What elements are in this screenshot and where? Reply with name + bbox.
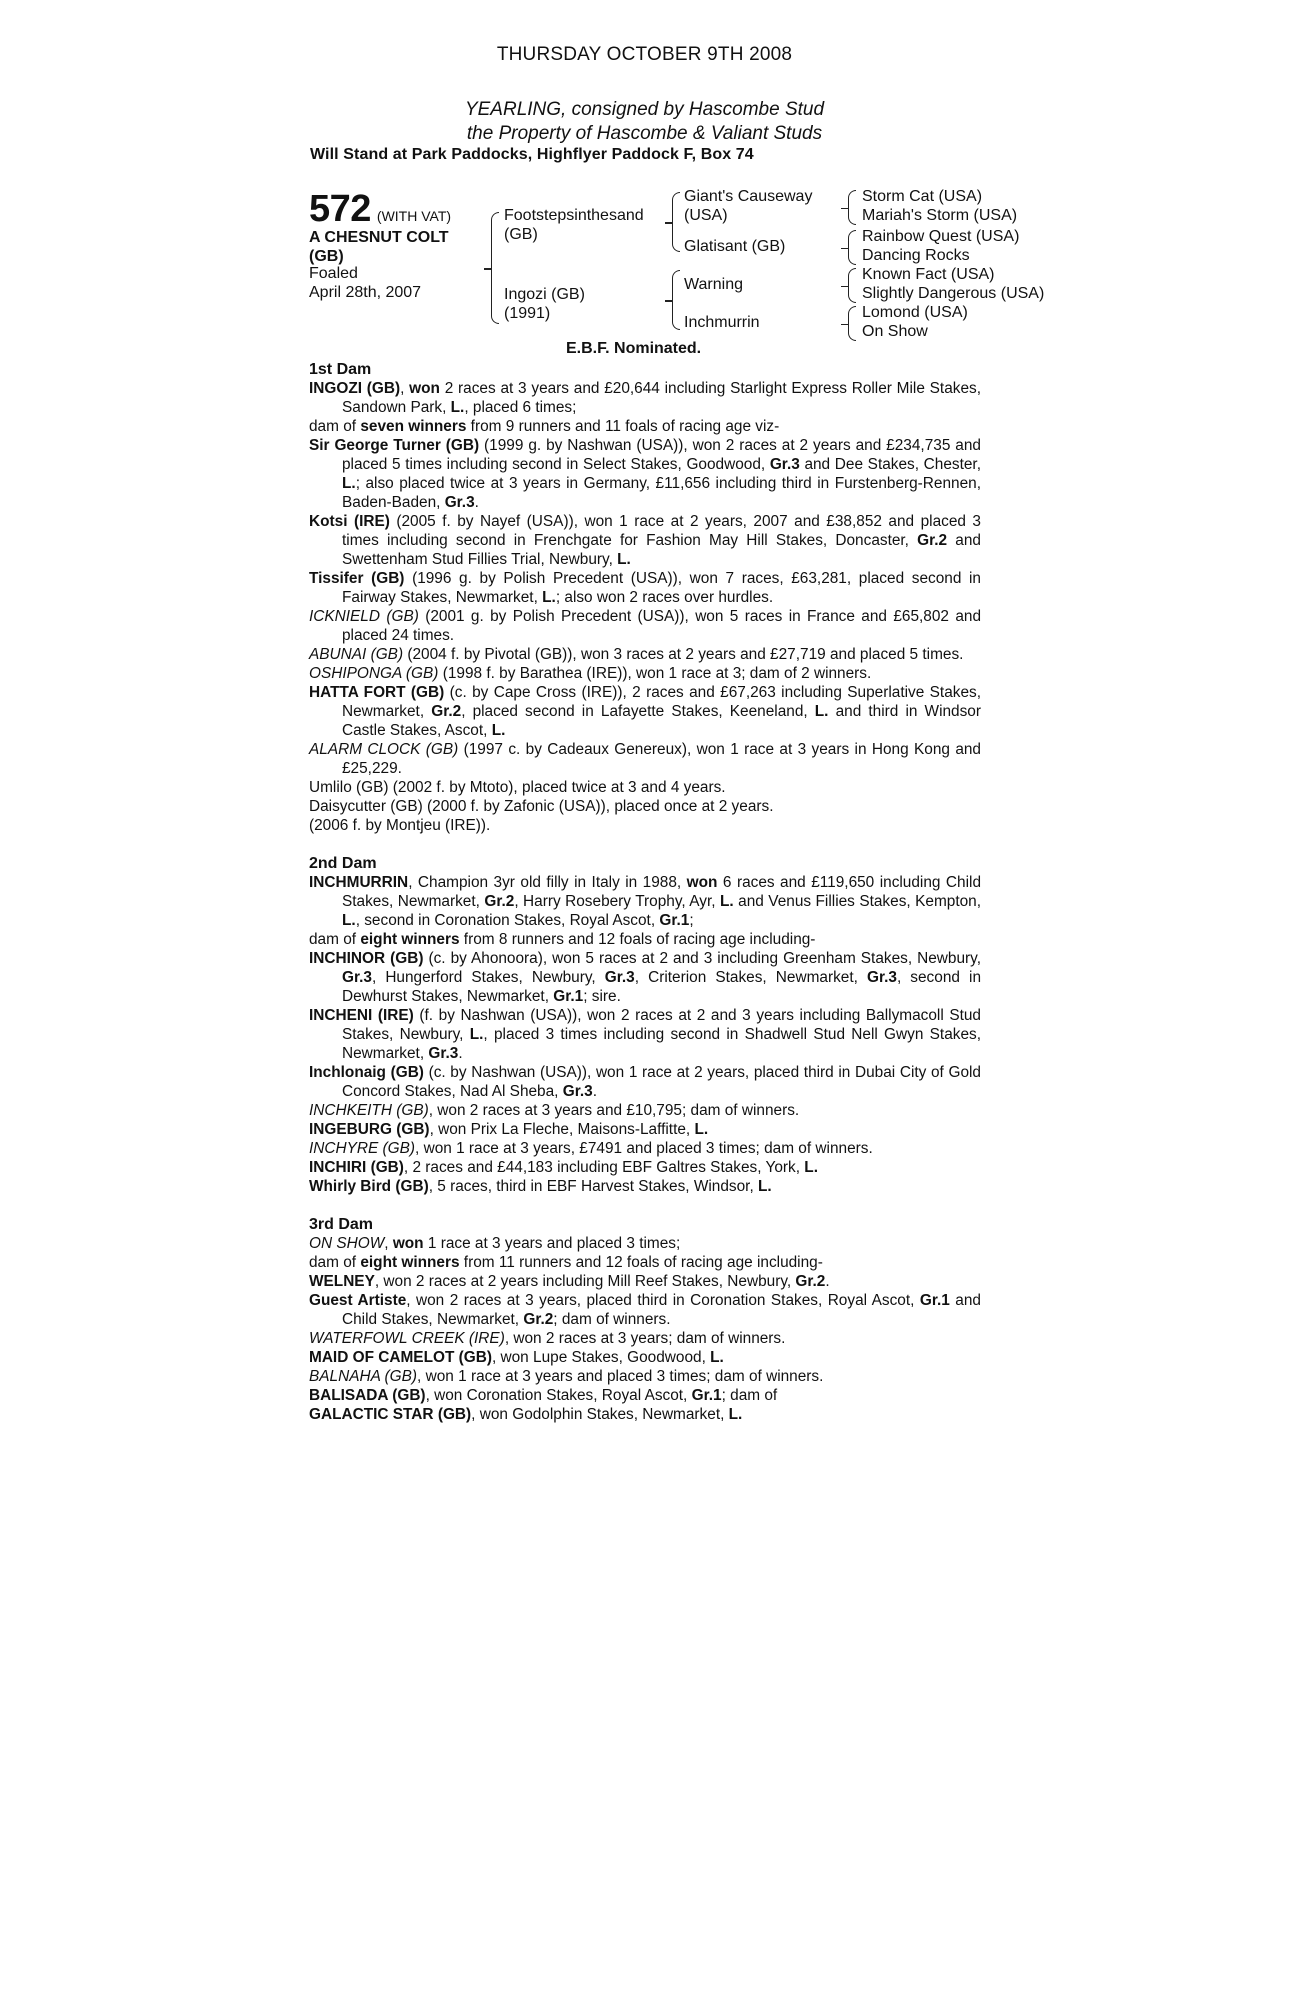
produce-entry bbox=[309, 1063, 981, 1101]
text-run: , placed 3 times including second in Shadwell Stud Nell Gwyn Stakes, Newmarket, bbox=[342, 1026, 981, 1062]
bold-text: Gr.1 bbox=[691, 1387, 722, 1404]
consignor-block bbox=[0, 98, 1289, 146]
text-run: , 2 races and £44,183 including EBF Galtres Stakes, York, bbox=[403, 1159, 805, 1176]
pedigree-ggd-3: Slightly Dangerous (USA) bbox=[862, 285, 1045, 302]
dam-produce-intro bbox=[309, 930, 981, 949]
text-run: and Venus Fillies Stakes, Kempton, bbox=[733, 893, 982, 910]
text-run: ; bbox=[689, 912, 694, 929]
dam-produce-intro bbox=[309, 1253, 981, 1272]
italic-text: WATERFOWL CREEK (IRE) bbox=[309, 1330, 505, 1347]
produce-entry bbox=[309, 1329, 981, 1348]
bold-text: won bbox=[409, 380, 440, 397]
text-run: (1997 c. by Cadeaux Genereux), won 1 race at 3 years in Hong Kong and £25,229. bbox=[342, 741, 981, 777]
sale-date: THURSDAY OCTOBER 9TH 2008 bbox=[496, 44, 793, 65]
bold-text: Gr.2 bbox=[795, 1273, 826, 1290]
produce-entry bbox=[309, 1006, 981, 1063]
bold-text: INCHMURRIN bbox=[309, 874, 409, 891]
italic-text: ALARM CLOCK (GB) bbox=[309, 741, 459, 758]
text-run: ; also placed twice at 3 years in Germany, £11,656 including third in Furstenberg-Rennen, Baden-Baden, bbox=[342, 475, 981, 511]
text-run: , 5 races, third in EBF Harvest Stakes, Windsor, bbox=[428, 1178, 759, 1195]
lot-description-line-2: (GB) bbox=[309, 248, 344, 265]
bold-text: MAID OF CAMELOT (GB) bbox=[309, 1349, 492, 1366]
text-run: . bbox=[825, 1273, 830, 1290]
section-heading: 3rd Dam bbox=[309, 1216, 374, 1233]
text-run: from 8 runners and 12 foals of racing age including- bbox=[459, 931, 816, 948]
dam-year: (1991) bbox=[504, 305, 551, 322]
pedigree-ggs-1: Storm Cat (USA) bbox=[862, 188, 983, 205]
text-run: 6 races and £119,650 including Child Stakes, Newmarket, bbox=[342, 874, 981, 910]
dam-name: Ingozi (GB) bbox=[504, 286, 585, 303]
produce-entry bbox=[309, 1158, 981, 1177]
text-run: , won 2 races at 3 years; dam of winners. bbox=[504, 1330, 786, 1347]
lot-description bbox=[309, 228, 484, 266]
pedigree-brace-main bbox=[491, 212, 499, 324]
italic-text: BALNAHA (GB) bbox=[309, 1368, 418, 1385]
text-run: , Champion 3yr old filly in Italy in 1988, bbox=[408, 874, 687, 891]
bold-text: L. bbox=[758, 1178, 772, 1195]
bold-text: Gr.2 bbox=[431, 703, 462, 720]
produce-entry bbox=[309, 1120, 981, 1139]
text-run: , won Lupe Stakes, Goodwood, bbox=[491, 1349, 711, 1366]
pedigree-brace-sire bbox=[672, 192, 680, 252]
text-run: (f. by Nashwan (USA)), won 2 races at 2 and 3 years including Ballymacoll Stud Stakes, Newbury, bbox=[342, 1007, 981, 1043]
bold-text: BALISADA (GB) bbox=[309, 1387, 426, 1404]
foaled-block bbox=[309, 264, 421, 302]
bold-text: L. bbox=[491, 722, 506, 739]
consignor-line-1: YEARLING, consigned by Hascombe Stud bbox=[464, 99, 825, 120]
bold-text: L. bbox=[719, 893, 734, 910]
produce-list bbox=[309, 436, 981, 835]
bold-text: L. bbox=[469, 1026, 484, 1043]
text-run: , Criterion Stakes, Newmarket, bbox=[634, 969, 867, 986]
bold-text: Gr.2 bbox=[484, 893, 515, 910]
text-run: , won 1 race at 3 years and placed 3 times; dam of winners. bbox=[417, 1368, 824, 1385]
bold-text: Gr.3 bbox=[342, 969, 372, 986]
text-run: (c. by Ahonoora), won 5 races at 2 and 3 including Greenham Stakes, Newbury, bbox=[423, 950, 981, 967]
bold-text: Gr.3 bbox=[769, 456, 800, 473]
text-run: , second in Coronation Stakes, Royal Ascot, bbox=[355, 912, 660, 929]
bold-text: GALACTIC STAR (GB) bbox=[309, 1406, 472, 1423]
text-run: dam of bbox=[309, 931, 361, 948]
bold-text: Gr.3 bbox=[428, 1045, 459, 1062]
produce-entry bbox=[309, 645, 981, 664]
bold-text: L. bbox=[728, 1406, 743, 1423]
catalogue-body bbox=[309, 360, 981, 1424]
pedigree-ggs-4: Lomond (USA) bbox=[862, 304, 968, 321]
produce-entry bbox=[309, 949, 981, 1006]
sire-origin: (GB) bbox=[504, 226, 538, 243]
pedigree-brace-ds bbox=[848, 268, 856, 303]
bold-text: INCHENI (IRE) bbox=[309, 1007, 414, 1024]
produce-entry bbox=[309, 436, 981, 512]
third-dam-section bbox=[309, 1215, 981, 1424]
text-run: (1998 f. by Barathea (IRE)), won 1 race at 3; dam of 2 winners. bbox=[438, 665, 872, 682]
text-run: , won 2 races at 3 years, placed third in Coronation Stakes, Royal Ascot, bbox=[406, 1292, 920, 1309]
text-run: ; dam of winners. bbox=[553, 1311, 671, 1328]
pedigree-ggs-3: Known Fact (USA) bbox=[862, 266, 995, 283]
produce-entry bbox=[309, 683, 981, 740]
text-run: Daisycutter (GB) (2000 f. by Zafonic (USA)), placed once at 2 years. bbox=[309, 798, 774, 815]
produce-entry bbox=[309, 740, 981, 778]
stand-location: Will Stand at Park Paddocks, Highflyer Paddock F, Box 74 bbox=[310, 146, 754, 163]
text-run: , won 1 race at 3 years, £7491 and placed 3 times; dam of winners. bbox=[415, 1140, 873, 1157]
text-run: and Child Stakes, Newmarket, bbox=[342, 1292, 981, 1328]
section-heading: 2nd Dam bbox=[309, 855, 377, 872]
pedigree-brace-dd bbox=[848, 306, 856, 341]
text-run: , won 2 races at 2 years including Mill Reef Stakes, Newbury, bbox=[374, 1273, 796, 1290]
text-run: and third in Windsor Castle Stakes, Ascot, bbox=[342, 703, 981, 739]
produce-entry bbox=[309, 607, 981, 645]
produce-entry bbox=[309, 664, 981, 683]
text-run: , bbox=[384, 1235, 393, 1252]
foaled-label: Foaled bbox=[309, 265, 358, 282]
bold-text: INGOZI (GB) bbox=[309, 380, 401, 397]
pedigree-brace-sd bbox=[848, 230, 856, 265]
pedigree-sire bbox=[504, 206, 644, 244]
bold-text: HATTA FORT (GB) bbox=[309, 684, 445, 701]
bold-text: won bbox=[686, 874, 718, 891]
sire-sire-name: Giant's Causeway bbox=[684, 188, 813, 205]
text-run: (2001 g. by Polish Precedent (USA)), won 5 races in France and £65,802 and placed 24 times. bbox=[342, 608, 982, 644]
italic-text: ABUNAI (GB) bbox=[309, 646, 404, 663]
text-run: , second in Dewhurst Stakes, Newmarket, bbox=[342, 969, 982, 1005]
text-run: ; sire. bbox=[583, 988, 621, 1005]
produce-entry bbox=[309, 1367, 981, 1386]
text-run: from 9 runners and 11 foals of racing age viz- bbox=[466, 418, 780, 435]
italic-text: OSHIPONGA (GB) bbox=[309, 665, 439, 682]
text-run: (c. by Nashwan (USA)), won 1 race at 2 years, placed third in Dubai City of Gold Concord Stakes, Nad Al Sheba, bbox=[342, 1064, 981, 1100]
sire-name: Footstepsinthesand bbox=[504, 207, 644, 224]
text-run: Umlilo (GB) (2002 f. by Mtoto), placed twice at 3 and 4 years. bbox=[309, 779, 726, 796]
italic-text: INCHYRE (GB) bbox=[309, 1140, 416, 1157]
produce-list bbox=[309, 1272, 981, 1424]
text-run: , placed second in Lafayette Stakes, Keeneland, bbox=[461, 703, 815, 720]
italic-text: ICKNIELD (GB) bbox=[309, 608, 419, 625]
pedigree-dam-dam: Inchmurrin bbox=[684, 314, 760, 331]
section-gap bbox=[309, 1196, 981, 1215]
bold-text: Gr.3 bbox=[604, 969, 635, 986]
bold-text: Gr.2 bbox=[523, 1311, 554, 1328]
produce-entry bbox=[309, 1291, 981, 1329]
text-run: 1 race at 3 years and placed 3 times; bbox=[423, 1235, 681, 1252]
pedigree-ggs-2: Rainbow Quest (USA) bbox=[862, 228, 1020, 245]
bold-text: Gr.3 bbox=[562, 1083, 593, 1100]
bold-text: Guest Artiste bbox=[309, 1292, 407, 1309]
bold-text: Gr.3 bbox=[866, 969, 897, 986]
produce-entry bbox=[309, 1405, 981, 1424]
bold-text: L. bbox=[804, 1159, 818, 1176]
bold-text: Inchlonaig (GB) bbox=[309, 1064, 424, 1081]
text-run: dam of bbox=[309, 1254, 361, 1271]
produce-entry bbox=[309, 1139, 981, 1158]
text-run: dam of bbox=[309, 418, 361, 435]
text-run: (1996 g. by Polish Precedent (USA)), won 7 races, £63,281, placed second in Fairway Stakes, Newmarket, bbox=[342, 570, 981, 606]
pedigree-sire-dam: Glatisant (GB) bbox=[684, 238, 786, 255]
text-run: , bbox=[400, 380, 410, 397]
produce-entry bbox=[309, 569, 981, 607]
bold-text: Gr.1 bbox=[659, 912, 690, 929]
text-run: . bbox=[592, 1083, 597, 1100]
bold-text: Tissifer (GB) bbox=[309, 570, 405, 587]
first-dam-section bbox=[309, 360, 981, 835]
pedigree-brace-ss bbox=[848, 190, 856, 225]
text-run: 2 races at 3 years and £20,644 including Starlight Express Roller Mile Stakes, Sandown Park, bbox=[342, 380, 981, 416]
bold-text: L. bbox=[450, 399, 465, 416]
bold-text: WELNEY bbox=[309, 1273, 375, 1290]
pedigree-dam-sire: Warning bbox=[684, 276, 743, 293]
text-run: , won Coronation Stakes, Royal Ascot, bbox=[425, 1387, 692, 1404]
sire-sire-origin: (USA) bbox=[684, 207, 728, 224]
produce-entry bbox=[309, 1386, 981, 1405]
bold-text: Kotsi (IRE) bbox=[309, 513, 390, 530]
lot-description-line-1: A CHESNUT COLT bbox=[309, 229, 449, 246]
bold-text: L. bbox=[617, 551, 631, 568]
text-run: , Harry Rosebery Trophy, Ayr, bbox=[514, 893, 720, 910]
text-run: ; dam of bbox=[721, 1387, 778, 1404]
pedigree-sire-sire bbox=[684, 187, 812, 225]
lot-number: 572 bbox=[309, 188, 371, 230]
dam-summary bbox=[309, 1234, 981, 1253]
text-run: from 11 runners and 12 foals of racing age including- bbox=[459, 1254, 823, 1271]
lot-header bbox=[309, 188, 451, 231]
produce-entry bbox=[309, 1101, 981, 1120]
dam-summary bbox=[309, 873, 981, 930]
pedigree-brace-dam bbox=[672, 270, 680, 330]
text-run: and Dee Stakes, Chester, bbox=[799, 456, 981, 473]
bold-text: INCHINOR (GB) bbox=[309, 950, 424, 967]
text-run: , won Godolphin Stakes, Newmarket, bbox=[471, 1406, 729, 1423]
bold-text: Gr.2 bbox=[917, 532, 948, 549]
section-heading: 1st Dam bbox=[309, 361, 372, 378]
pedigree-dam bbox=[504, 285, 585, 323]
produce-entry bbox=[309, 778, 981, 797]
bold-text: Sir George Turner (GB) bbox=[309, 437, 480, 454]
pedigree-ggd-2: Dancing Rocks bbox=[862, 247, 970, 264]
bold-text: eight winners bbox=[360, 931, 460, 948]
dam-produce-intro bbox=[309, 417, 981, 436]
bold-text: INGEBURG (GB) bbox=[309, 1121, 430, 1138]
text-run: , Hungerford Stakes, Newbury, bbox=[371, 969, 605, 986]
bold-text: L. bbox=[342, 912, 356, 929]
section-gap bbox=[309, 835, 981, 854]
ebf-nomination: E.B.F. Nominated. bbox=[566, 340, 702, 357]
pedigree-ggd-4: On Show bbox=[862, 323, 928, 340]
text-run: (2004 f. by Pivotal (GB)), won 3 races at 2 years and £27,719 and placed 5 times. bbox=[403, 646, 964, 663]
bold-text: INCHIRI (GB) bbox=[309, 1159, 404, 1176]
italic-text: INCHKEITH (GB) bbox=[309, 1102, 429, 1119]
bold-text: won bbox=[392, 1235, 424, 1252]
bold-text: Gr.3 bbox=[444, 494, 475, 511]
bold-text: L. bbox=[710, 1349, 724, 1366]
bold-text: Gr.1 bbox=[553, 988, 584, 1005]
bold-text: Whirly Bird (GB) bbox=[309, 1178, 429, 1195]
text-run: (1999 g. by Nashwan (USA)), won 2 races at 2 years and £234,735 and placed 5 times including second in Select Stakes, Goodwood, bbox=[342, 437, 981, 473]
text-run: . bbox=[474, 494, 479, 511]
produce-entry bbox=[309, 1177, 981, 1196]
produce-entry bbox=[309, 816, 981, 835]
produce-entry bbox=[309, 797, 981, 816]
bold-text: L. bbox=[542, 589, 556, 606]
pedigree-ggd-1: Mariah's Storm (USA) bbox=[862, 207, 1018, 224]
bold-text: eight winners bbox=[360, 1254, 460, 1271]
consignor-line-2: the Property of Hascombe & Valiant Studs bbox=[466, 123, 823, 144]
bold-text: Gr.1 bbox=[919, 1292, 950, 1309]
bold-text: L. bbox=[814, 703, 829, 720]
text-run: (c. by Cape Cross (IRE)), 2 races and £67,263 including Superlative Stakes, Newmarket, bbox=[342, 684, 981, 720]
text-run: (2005 f. by Nayef (USA)), won 1 race at 2 years, 2007 and £38,852 and placed 3 times including second in Frenchgate for Fashion May Hill Stakes, Doncaster, bbox=[342, 513, 981, 549]
vat-note: (WITH VAT) bbox=[376, 208, 452, 224]
bold-text: seven winners bbox=[360, 418, 467, 435]
text-run: , won 2 races at 3 years and £10,795; dam of winners. bbox=[428, 1102, 800, 1119]
text-run: , won Prix La Fleche, Maisons-Laffitte, bbox=[429, 1121, 695, 1138]
second-dam-section bbox=[309, 854, 981, 1196]
text-run: (2006 f. by Montjeu (IRE)). bbox=[309, 817, 491, 834]
produce-entry bbox=[309, 512, 981, 569]
text-run: ; also won 2 races over hurdles. bbox=[555, 589, 774, 606]
text-run: and Swettenham Stud Fillies Trial, Newbury, bbox=[342, 532, 981, 568]
foaled-date: April 28th, 2007 bbox=[309, 284, 422, 301]
produce-entry bbox=[309, 1272, 981, 1291]
italic-text: ON SHOW bbox=[309, 1235, 385, 1252]
bold-text: L. bbox=[342, 475, 356, 492]
produce-list bbox=[309, 949, 981, 1196]
text-run: . bbox=[458, 1045, 463, 1062]
dam-summary bbox=[309, 379, 981, 417]
text-run: , placed 6 times; bbox=[464, 399, 577, 416]
produce-entry bbox=[309, 1348, 981, 1367]
bold-text: L. bbox=[694, 1121, 709, 1138]
